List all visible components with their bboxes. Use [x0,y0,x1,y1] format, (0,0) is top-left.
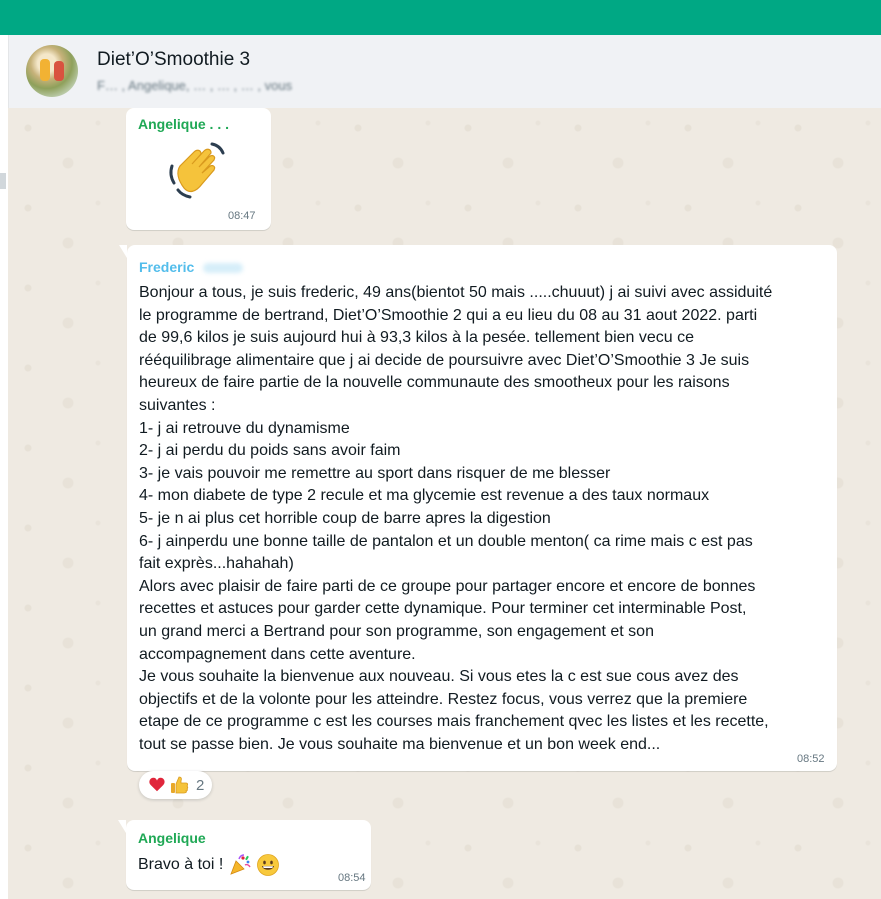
pane-resize-handle[interactable] [0,173,6,189]
group-participants[interactable]: F… , Angelique, … , … , … , vous [97,78,293,93]
thumbs-up-emoji [169,775,189,795]
message-line: un grand merci a Bertrand pour son programme, son engagement et son [139,622,654,640]
message-list[interactable] [8,108,881,899]
message-line: le programme de bertrand, Diet’O’Smoothie 2 qui a eu lieu du 08 au 31 aout 2022. parti [139,306,758,324]
message-bubble[interactable] [126,820,371,890]
message-line: 5- je n ai plus cet horrible coup de barre apres la digestion [139,509,551,527]
message-line: tout se passe bien. Je vous souhaite ma bienvenue et un bon week end... [139,735,661,753]
party-popper-emoji [228,853,252,877]
message-line: etape de ce programme c est les courses mais franchement qvec les listes et les recette, [139,713,769,731]
message-line: 6- j ainperdu une bonne taille de pantalon et un double menton( ca rime mais c est pas [139,532,753,550]
message-line: heureux de faire partie de la nouvelle communaute des smootheux pour les raisons [139,374,730,392]
message-time: 08:47 [228,210,256,222]
message-bubble[interactable] [126,108,271,230]
message-time: 08:52 [797,753,825,765]
message-bubble[interactable] [127,245,837,771]
message-sender[interactable]: Angelique [138,830,206,846]
message-line: 1- j ai retrouve du dynamisme [139,419,350,437]
red-heart-emoji [148,776,166,794]
message-line: recettes et astuces pour garder cette dynamique. Pour terminer cet interminable Post, [139,600,747,618]
message-line: 2- j ai perdu du poids sans avoir faim [139,442,401,460]
group-name[interactable]: Diet’O’Smoothie 3 [97,49,251,70]
message-line: rééquilibrage alimentaire que j ai decide de poursuivre avec Diet’O’Smoothie 3 Je suis [139,351,750,369]
grinning-face-emoji [256,853,280,877]
message-reactions[interactable] [139,771,212,799]
waving-hand-emoji [164,136,234,206]
message-time: 08:54 [338,872,366,884]
message-line: Bonjour a tous, je suis frederic, 49 ans(bientot 50 mais .....chuuut) j ai suivi avec assiduité [139,284,773,301]
message-line: 4- mon diabete de type 2 recule et ma glycemie est revenue a des taux normaux [139,487,710,505]
chat-header[interactable] [8,35,881,108]
message-line: 3- je vais pouvoir me remettre au sport dans risquer de me blesser [139,464,611,482]
message-sender[interactable]: Frederic [139,259,195,275]
left-pane-edge [0,35,8,899]
message-text[interactable] [138,853,280,877]
chat-window [0,35,881,899]
redacted-name [203,263,243,273]
group-avatar[interactable] [26,45,78,97]
message-sender[interactable]: Angelique . . . [138,116,230,132]
message-line: fait exprès...hahahah) [139,555,294,573]
message-line: Je vous souhaite la bienvenue aux nouveau. Si vous etes la c est sue cous avez des [139,668,739,686]
message-line: Alors avec plaisir de faire parti de ce groupe pour partager encore et encore de bonnes [139,577,756,595]
message-text[interactable] [139,282,772,756]
message-line: suivantes : [139,396,216,414]
app-top-bar [0,0,881,35]
message-text-content: Bravo à toi ! [138,856,224,874]
message-line: accompagnement dans cette aventure. [139,645,416,663]
message-line: de 99,6 kilos je suis aujourd hui à 93,3 kilos à la pesée. tellement bien vecu ce [139,329,695,347]
reaction-count: 2 [196,776,205,794]
message-line: objectifs et de la volonte pour les atteindre. Restez focus, vous verrez que la premiere [139,690,748,708]
